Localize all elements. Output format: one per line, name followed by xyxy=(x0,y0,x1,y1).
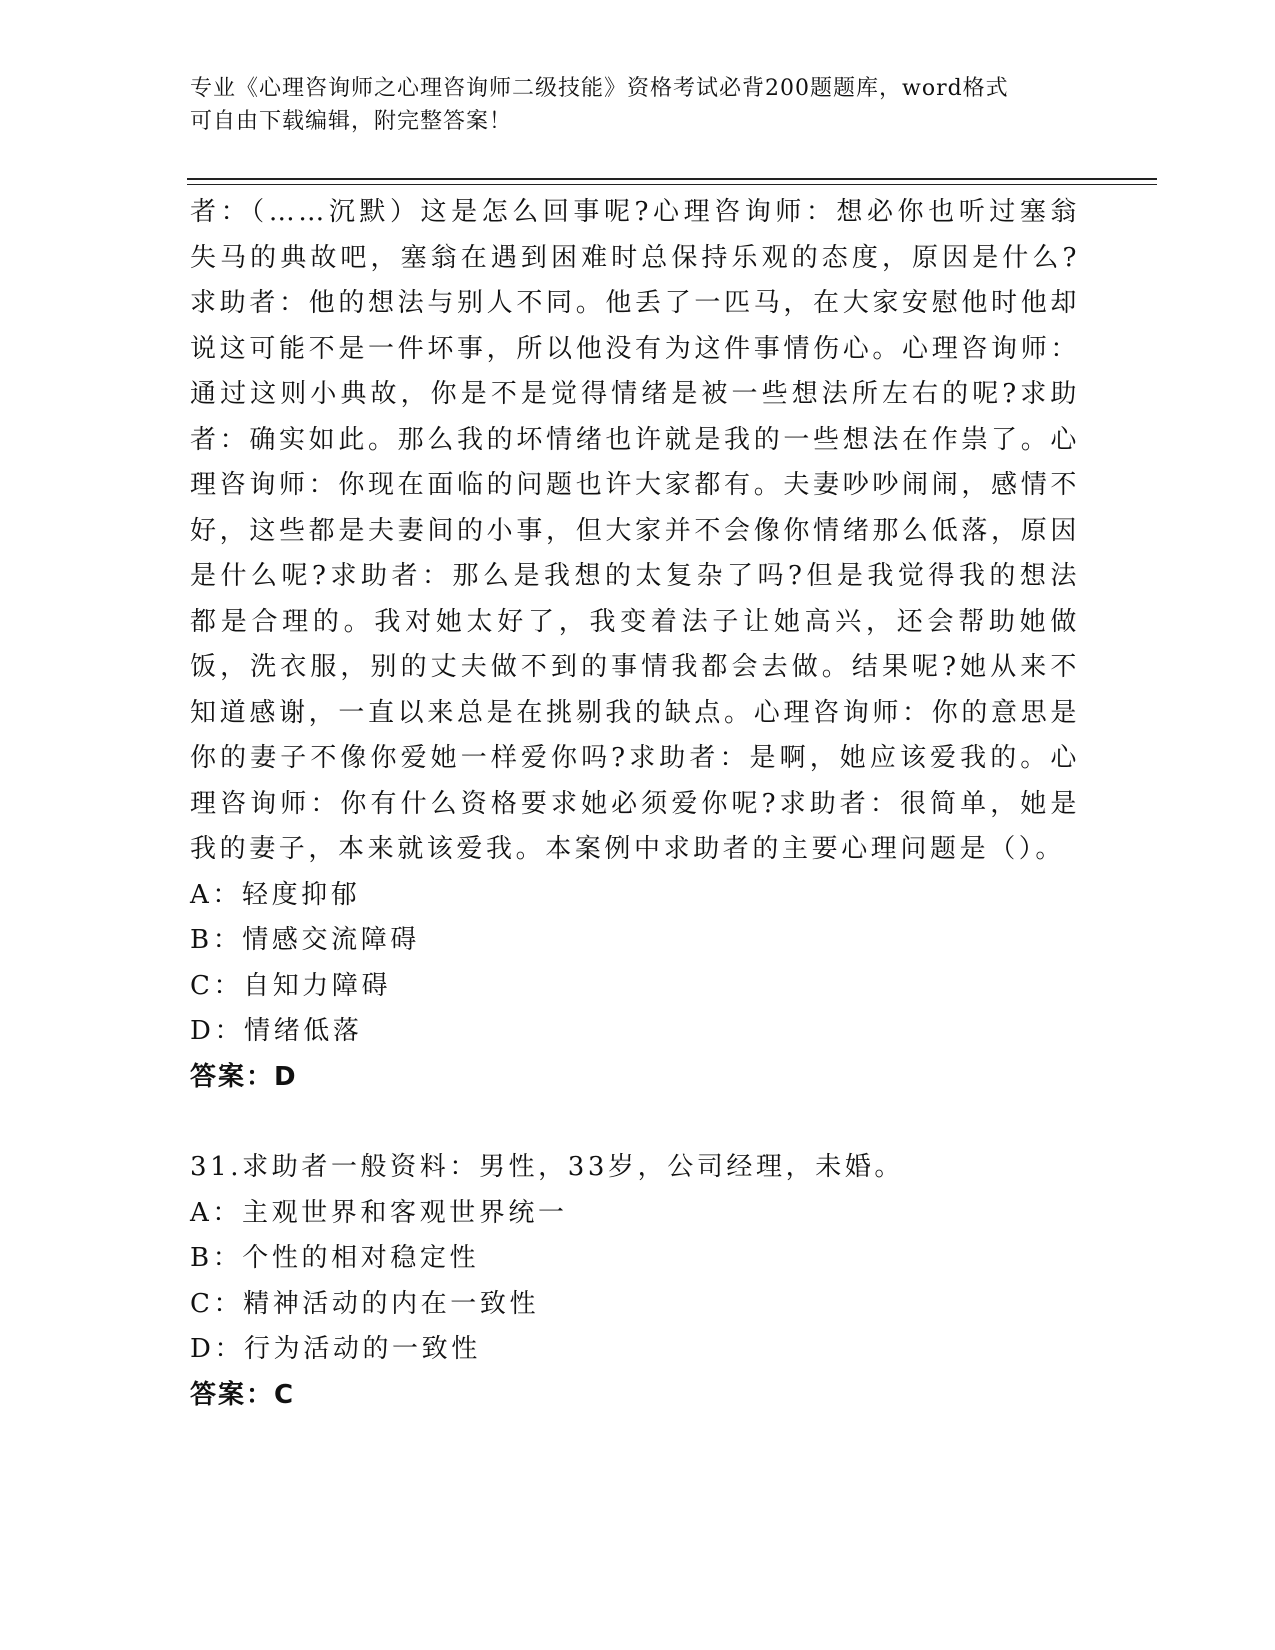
question-31-option-b: B：个性的相对稳定性 xyxy=(190,1243,480,1273)
question-spacer xyxy=(190,1100,1080,1145)
header-rule-thin xyxy=(187,184,1157,185)
question-30-option-d: D：情绪低落 xyxy=(190,1016,363,1046)
document-body xyxy=(190,190,1080,1418)
question-31-option-d: D：行为活动的一致性 xyxy=(190,1334,481,1364)
question-31-option-a: A：主观世界和客观世界统一 xyxy=(190,1197,568,1228)
header-line-1: 专业《心理咨询师之心理咨询师二级技能》资格考试必背200题题库，word格式 xyxy=(190,76,1009,101)
question-31-option-c: C：精神活动的内在一致性 xyxy=(190,1288,540,1319)
question-31-answer: 答案：C xyxy=(190,1379,296,1410)
question-30-answer: 答案：D xyxy=(190,1061,298,1092)
question-30-option-c: C：自知力障碍 xyxy=(190,970,392,1001)
question-30-option-a: A：轻度抑郁 xyxy=(190,879,361,910)
document-header xyxy=(190,72,1070,138)
question-30-passage: 者：（……沉默）这是怎么回事呢?心理咨询师：想必你也听过塞翁失马的典故吧，塞翁在遇到困难时总保持乐观的态度，原因是什么?求助者：他的想法与别人不同。他丢了一匹马，在大家安慰他时他却说这可能不是一件坏事，所以他没有为这件事情伤心。心理咨询师：通过这则小典故，你是不是觉得情绪是被一些想法所左右的呢?求助者：确实如此。那么我的坏情绪也许就是我的一些想法在作祟了。心理咨询师：你现在面临的问题也许大家都有。夫妻吵吵闹闹，感情不好，这些都是夫妻间的小事，但大家并不会像你情绪那么低落，原因是什么呢?求助者：那么是我想的太复杂了吗?但是我觉得我的想法都是合理的。我对她太好了，我变着法子让她高兴，还会帮助她做饭，洗衣服，别的丈夫做不到的事情我都会去做。结果呢?她从来不知道感谢，一直以来总是在挑剔我的缺点。心理咨询师：你的意思是你的妻子不像你爱她一样爱你吗?求助者：是啊，她应该爱我的。心理咨询师：你有什么资格要求她必须爱你呢?求助者：很简单，她是我的妻子，本来就该爱我。本案例中求助者的主要心理问题是（）。 xyxy=(190,197,1080,864)
question-30-option-b: B：情感交流障碍 xyxy=(190,925,420,955)
header-line-2: 可自由下载编辑，附完整答案！ xyxy=(190,109,513,134)
header-rule-thick xyxy=(187,178,1157,180)
question-31-stem: 31.求助者一般资料：男性，33岁，公司经理，未婚。 xyxy=(190,1152,905,1182)
